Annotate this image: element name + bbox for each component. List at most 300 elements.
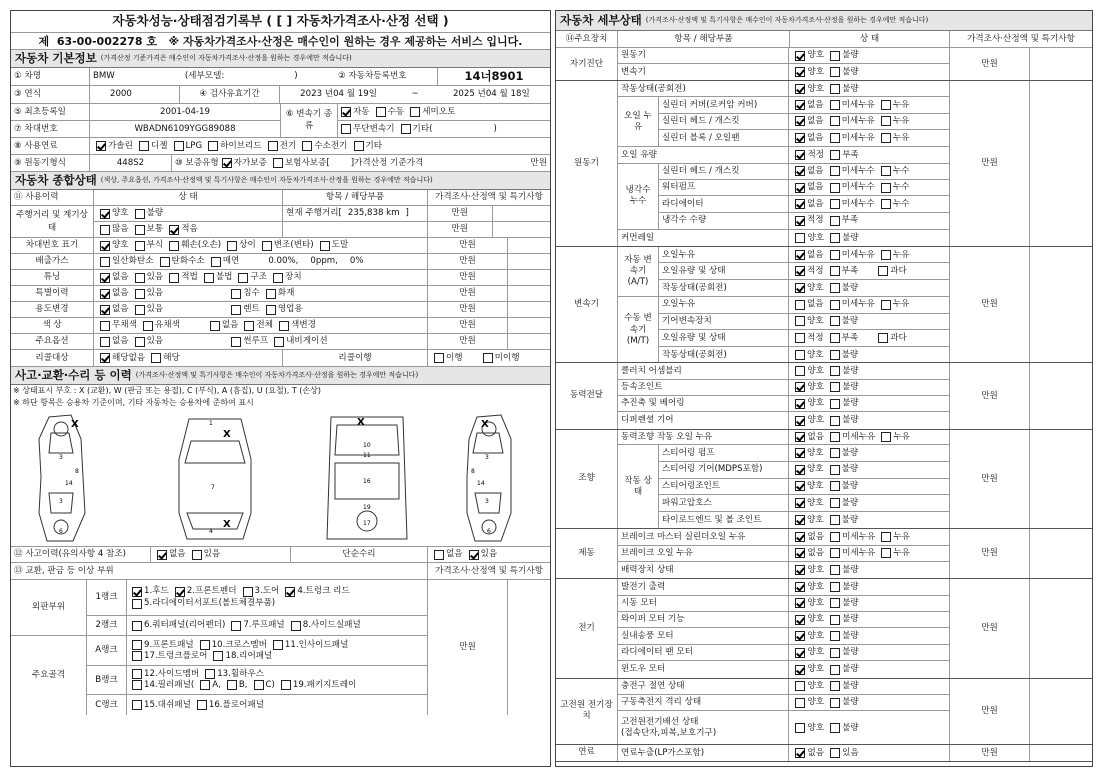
rad-fan-good-checkbox[interactable] (795, 648, 805, 658)
mt-oil-level-lack-checkbox[interactable] (830, 333, 840, 343)
part-hood-checkbox[interactable] (132, 587, 142, 597)
vin-corrosion-checkbox[interactable] (135, 241, 145, 251)
warranty-self-label: 자가보증 (233, 157, 267, 168)
part-floor-panel-checkbox[interactable] (197, 700, 207, 710)
mileage-normal-checkbox[interactable] (135, 225, 145, 235)
gear-other-checkbox[interactable] (401, 124, 411, 134)
hv-battery-bad-label: 불량 (842, 697, 859, 708)
fuel-leak-none-checkbox[interactable] (795, 748, 805, 758)
simple-has-checkbox[interactable] (469, 550, 479, 560)
simple-none-checkbox[interactable] (434, 550, 444, 560)
item-mt-state: 작동상태(공회전) (662, 349, 727, 360)
alternator-good-checkbox[interactable] (795, 582, 805, 592)
cyl-cover-none-label: 없음 (807, 99, 824, 110)
part-side-member-checkbox[interactable] (132, 669, 142, 679)
tie-rod-good-checkbox[interactable] (795, 515, 805, 525)
diagram-mark-11: 11 (363, 452, 371, 459)
warranty-ins-label: 보험사보증[ (284, 157, 330, 168)
year-label: ③ 연식 (11, 86, 90, 103)
steer-oil-minor-leak-checkbox[interactable] (830, 432, 840, 442)
prop-shaft-bad-checkbox[interactable] (830, 399, 840, 409)
part-trunk-floor-checkbox[interactable] (132, 651, 142, 661)
brake-oil-none-checkbox[interactable] (795, 548, 805, 558)
radiator-water-leak-label: 누수 (892, 198, 910, 209)
hv-battery-bad-checkbox[interactable] (830, 698, 840, 708)
vin-value: WBADN6109YGG89088 (134, 123, 236, 134)
car-name-row (11, 68, 550, 86)
accident-none-label: 없음 (169, 549, 186, 560)
part-door-checkbox[interactable] (243, 587, 253, 597)
tie-rod-bad-checkbox[interactable] (830, 515, 840, 525)
hose-bad-checkbox[interactable] (830, 498, 840, 508)
radiator-water-leak-checkbox[interactable] (881, 199, 891, 209)
mt-oil-level-excess-checkbox[interactable] (878, 333, 888, 343)
mt-gear-good-checkbox[interactable] (795, 316, 805, 326)
cyl-head2-minor-water-checkbox[interactable] (830, 166, 840, 176)
price-elec: 만원 (950, 579, 1030, 678)
basic-info-title: 자동차 기본정보 (15, 50, 97, 65)
detail-row-diff (618, 412, 949, 428)
vin-diff-checkbox[interactable] (227, 241, 237, 251)
fuel-hybrid-checkbox[interactable] (208, 141, 218, 151)
fuel-diesel-checkbox[interactable] (139, 141, 149, 151)
diagram-mark-3c: 3 (485, 454, 489, 461)
color-change-checkbox[interactable] (279, 321, 289, 331)
fuel-lpg-checkbox[interactable] (174, 141, 184, 151)
starter-good-label: 양호 (807, 598, 825, 609)
recall-not-checkbox[interactable] (483, 353, 493, 363)
vin-altered-checkbox[interactable] (262, 241, 272, 251)
engine-label: ⑨ 원동기형식 (11, 155, 90, 171)
gear-manual-checkbox[interactable] (376, 107, 386, 117)
vin-mark-row (11, 238, 550, 254)
brake-oil-minor-leak-checkbox[interactable] (830, 548, 840, 558)
wiper-good-checkbox[interactable] (795, 615, 805, 625)
diagram-mark-1: 1 (209, 420, 213, 427)
detail-row-at-state (659, 280, 949, 296)
water-pump-none-checkbox[interactable] (795, 183, 805, 193)
option-price: 만원 (428, 334, 508, 349)
coolant-level-lack-checkbox[interactable] (830, 216, 840, 226)
cyl-cover-minor-leak-checkbox[interactable] (830, 100, 840, 110)
mt-state-bad-checkbox[interactable] (830, 350, 840, 360)
at-oil-level-lack-checkbox[interactable] (830, 266, 840, 276)
gear-bad-checkbox[interactable] (830, 465, 840, 475)
mileage-price: 만원 (428, 206, 493, 221)
fuel-leak-has-label: 있음 (842, 747, 859, 758)
gear-cvt-checkbox[interactable] (341, 124, 351, 134)
gas-hc-checkbox[interactable] (160, 257, 170, 267)
detail-title: 자동차 세부상태 (560, 12, 642, 27)
booster-bad-checkbox[interactable] (830, 565, 840, 575)
engine-item-good-checkbox[interactable] (795, 51, 805, 61)
at-oil-level-excess-checkbox[interactable] (878, 266, 888, 276)
gauge-bad-checkbox[interactable] (135, 209, 145, 219)
gas-hc-label: 탄화수소 (171, 256, 205, 267)
warranty-ins-checkbox[interactable] (273, 158, 283, 168)
recall-do-label: 리콜이행 (283, 350, 428, 366)
clutch-good-checkbox[interactable] (795, 366, 805, 376)
option-has-label: 있음 (146, 336, 164, 347)
rent-checkbox[interactable] (231, 305, 241, 315)
special-none-checkbox[interactable] (100, 289, 110, 299)
gear-good-checkbox[interactable] (795, 465, 805, 475)
coolant-level-proper-checkbox[interactable] (795, 216, 805, 226)
first-reg-value: 2001-04-19 (160, 106, 210, 117)
cv-joint-bad-checkbox[interactable] (830, 382, 840, 392)
at-oil-leak-minor-leak-checkbox[interactable] (830, 250, 840, 260)
steer-oil-none-checkbox[interactable] (795, 432, 805, 442)
cyl-head2-water-leak-checkbox[interactable] (881, 166, 891, 176)
hose-good-checkbox[interactable] (795, 498, 805, 508)
note-elec (1030, 579, 1092, 678)
category-hv: 고전원 전기장치 (556, 679, 618, 744)
fuel-hydrogen-checkbox[interactable] (302, 141, 312, 151)
cyl-block-minor-leak-checkbox[interactable] (830, 133, 840, 143)
master-minor-leak-checkbox[interactable] (830, 532, 840, 542)
nav-checkbox[interactable] (274, 337, 284, 347)
blower-bad-checkbox[interactable] (830, 631, 840, 641)
part-rear-panel-checkbox[interactable] (213, 651, 223, 661)
achromatic-label: 무채색 (112, 320, 137, 331)
detail-row-at-oil-leak (659, 247, 949, 263)
eng-state-good-checkbox[interactable] (795, 84, 805, 94)
item-cv-joint: 등속조인트 (621, 382, 663, 393)
price-hv: 만원 (950, 679, 1030, 744)
accident-has-checkbox[interactable] (192, 550, 202, 560)
at-state-bad-checkbox[interactable] (830, 283, 840, 293)
cyl-head-none-label: 없음 (807, 116, 824, 127)
gauge-good-checkbox[interactable] (100, 209, 110, 219)
gear-semi-checkbox[interactable] (410, 107, 420, 117)
valid-to: 2025 년04 월 18일 (452, 89, 530, 100)
color-none-label: 없음 (221, 320, 239, 331)
mileage-few-label: 적음 (181, 224, 198, 235)
hv-insul-good-checkbox[interactable] (795, 681, 805, 691)
subgroup-steer-op: 작동 상태 (618, 445, 659, 528)
mt-oil-level-proper-checkbox[interactable] (795, 333, 805, 343)
option-none-checkbox[interactable] (100, 337, 110, 347)
gearbox-item-good-checkbox[interactable] (795, 67, 805, 77)
pillar-b-label: B, (238, 680, 248, 691)
hv-wire-bad-checkbox[interactable] (830, 723, 840, 733)
item-water-pump: 워터펌프 (662, 182, 696, 193)
vin-smeared-checkbox[interactable] (320, 241, 330, 251)
brake-oil-minor-leak-label: 미세누유 (842, 547, 876, 558)
at-oil-leak-leak-checkbox[interactable] (881, 250, 891, 260)
price-steering: 만원 (950, 430, 1030, 529)
common-rail-good-checkbox[interactable] (795, 233, 805, 243)
tuning-struct-checkbox[interactable] (238, 273, 248, 283)
master-none-checkbox[interactable] (795, 532, 805, 542)
gas-smoke-checkbox[interactable] (211, 257, 221, 267)
cyl-head-leak-checkbox[interactable] (881, 116, 891, 126)
window-good-label: 양호 (807, 664, 825, 675)
oil-level-proper-checkbox[interactable] (795, 150, 805, 160)
hose-good-label: 양호 (807, 497, 824, 508)
usage-none-checkbox[interactable] (100, 305, 110, 315)
part-front-panel-checkbox[interactable] (132, 640, 142, 650)
gear-auto-checkbox[interactable] (341, 107, 351, 117)
category-steering: 조향 (556, 430, 618, 529)
item-joint: 스티어링조인트 (662, 481, 721, 492)
mt-state-good-checkbox[interactable] (795, 350, 805, 360)
fuel-leak-has-checkbox[interactable] (830, 748, 840, 758)
at-state-bad-label: 불량 (841, 282, 859, 293)
cyl-head-none-checkbox[interactable] (795, 116, 805, 126)
window-good-checkbox[interactable] (795, 665, 805, 675)
hv-battery-good-checkbox[interactable] (795, 698, 805, 708)
window-bad-checkbox[interactable] (830, 665, 840, 675)
part-package-tray-checkbox[interactable] (281, 680, 291, 690)
tuning-none-label: 없음 (112, 272, 129, 283)
odometer-label: 현재 주행거리[ (286, 208, 342, 219)
cyl-head2-none-checkbox[interactable] (795, 166, 805, 176)
cyl-cover-leak-checkbox[interactable] (881, 100, 891, 110)
cyl-block-none-checkbox[interactable] (795, 133, 805, 143)
mt-oil-leak-leak-checkbox[interactable] (881, 300, 891, 310)
exchange-mark-left: X (71, 419, 79, 430)
odometer-close: ] (405, 208, 409, 219)
col-detail-price: 가격조사·산정액 및 특기사항 (967, 33, 1075, 44)
cyl-cover-leak-label: 누유 (892, 99, 910, 110)
group-brake (556, 529, 1092, 579)
prop-shaft-good-label: 양호 (807, 398, 825, 409)
accident-has-label: 있음 (203, 549, 221, 560)
blower-good-checkbox[interactable] (795, 631, 805, 641)
accident-header (11, 367, 550, 385)
year-row (11, 86, 550, 104)
vin-damage-checkbox[interactable] (169, 241, 179, 251)
part-front-fender-label: 2.프론트펜더 (186, 586, 237, 597)
special-label: 특별이력 (11, 286, 94, 301)
reg-gear-block (11, 104, 550, 138)
mt-gear-bad-label: 불량 (841, 316, 859, 327)
cyl-cover-none-checkbox[interactable] (795, 100, 805, 110)
sunroof-checkbox[interactable] (231, 337, 241, 347)
rad-fan-bad-checkbox[interactable] (830, 648, 840, 658)
detail-row-cyl-cover (659, 97, 949, 113)
gear-other-close: ) (493, 123, 497, 134)
cyl-block-leak-checkbox[interactable] (881, 133, 891, 143)
item-at-oil-level: 오일유량 및 상태 (662, 265, 726, 276)
color-none-checkbox[interactable] (210, 321, 220, 331)
diff-bad-checkbox[interactable] (830, 416, 840, 426)
accident-note: (가격조사·산정액 및 특기사항은 매수인이 자동차가격조사·산정을 원하는 경우에만 적습니다) (135, 371, 419, 379)
joint-good-checkbox[interactable] (795, 481, 805, 491)
gearbox-item-bad-checkbox[interactable] (830, 67, 840, 77)
coolant-level-lack-label: 부족 (841, 215, 859, 226)
diff-good-checkbox[interactable] (795, 416, 805, 426)
part-pillar-panel-checkbox[interactable] (132, 680, 142, 690)
detail-row-master (618, 529, 949, 545)
oil-level-lack-checkbox[interactable] (830, 150, 840, 160)
accident-none-checkbox[interactable] (157, 550, 167, 560)
simple-has-label: 있음 (480, 549, 498, 560)
clutch-good-label: 양호 (807, 365, 825, 376)
mt-oil-level-proper-label: 적정 (807, 332, 824, 343)
flood-checkbox[interactable] (231, 289, 241, 299)
mt-oil-leak-none-checkbox[interactable] (795, 300, 805, 310)
outer-panel-group (11, 580, 427, 636)
color-row (11, 318, 550, 334)
gas-value-2: 0ppm, (310, 256, 338, 267)
diagram-mark-19: 19 (363, 504, 371, 511)
part-quarter-panel-checkbox[interactable] (132, 621, 142, 631)
radiator-minor-water-label: 미세누수 (841, 198, 875, 209)
gear-auto-label: 자동 (353, 106, 370, 117)
engine-item-bad-checkbox[interactable] (830, 51, 840, 61)
item-clutch: 클러치 어셈블리 (621, 365, 682, 376)
recall-na-checkbox[interactable] (100, 353, 110, 363)
warranty-self-checkbox[interactable] (222, 158, 232, 168)
color-full-checkbox[interactable] (244, 321, 254, 331)
mileage-price-2: 만원 (428, 222, 493, 237)
vin-damage-label: 훼손(오손) (181, 240, 222, 251)
recall-yes-checkbox[interactable] (151, 353, 161, 363)
cyl-head-minor-leak-checkbox[interactable] (830, 116, 840, 126)
special-has-checkbox[interactable] (135, 289, 145, 299)
at-oil-level-proper-checkbox[interactable] (795, 266, 805, 276)
part-inside-panel-checkbox[interactable] (273, 640, 283, 650)
water-pump-water-leak-checkbox[interactable] (881, 183, 891, 193)
business-label: 영업용 (277, 304, 303, 315)
blower-bad-label: 불량 (842, 630, 859, 641)
part-side-sill-checkbox[interactable] (291, 621, 301, 631)
vin-good-checkbox[interactable] (100, 241, 110, 251)
gas-value-1: 0.00%, (268, 256, 299, 267)
chromatic-checkbox[interactable] (143, 321, 153, 331)
usage-has-label: 있음 (146, 304, 164, 315)
hv-insul-bad-checkbox[interactable] (830, 681, 840, 691)
category-power: 동력전달 (556, 363, 618, 428)
subgroup-auto-trans: 자동 변속기 (A/T) (618, 247, 659, 296)
detail-row-at-oil-level (659, 263, 949, 279)
pillar-c-checkbox[interactable] (254, 680, 264, 690)
item-blower: 실내송풍 모터 (621, 630, 674, 641)
valid-from: 2023 년04 월 19일 (300, 89, 378, 100)
part-wheel-house-checkbox[interactable] (205, 669, 215, 679)
basic-info-header (11, 50, 550, 68)
mileage-few-checkbox[interactable] (169, 225, 179, 235)
common-rail-bad-checkbox[interactable] (830, 233, 840, 243)
master-leak-checkbox[interactable] (881, 532, 891, 542)
part-dash-panel-checkbox[interactable] (132, 700, 142, 710)
pillar-b-checkbox[interactable] (227, 680, 237, 690)
hv-wire-bad-label: 불량 (842, 722, 859, 733)
detail-row-hose (659, 495, 949, 512)
prop-shaft-good-checkbox[interactable] (795, 399, 805, 409)
part-front-fender-checkbox[interactable] (175, 587, 185, 597)
starter-good-checkbox[interactable] (795, 598, 805, 608)
tuning-device-checkbox[interactable] (273, 273, 283, 283)
car-diagram-svg (11, 409, 550, 547)
part-radiator-support-checkbox[interactable] (132, 599, 142, 609)
pump-bad-label: 불량 (841, 447, 859, 458)
gas-co-checkbox[interactable] (100, 257, 110, 267)
tuning-device-label: 장치 (285, 272, 302, 283)
water-pump-minor-water-checkbox[interactable] (830, 183, 840, 193)
usage-has-checkbox[interactable] (135, 305, 145, 315)
hv-wire-good-checkbox[interactable] (795, 723, 805, 733)
category-elec: 전기 (556, 579, 618, 678)
group-fuel (556, 745, 1092, 762)
detail-row-cyl-head2 (659, 164, 949, 180)
tuning-legal-checkbox[interactable] (169, 273, 179, 283)
brake-oil-none-label: 없음 (807, 547, 825, 558)
diagram-mark-6a: 6 (59, 528, 63, 535)
part-trunk-lid-checkbox[interactable] (285, 587, 295, 597)
tuning-none-checkbox[interactable] (100, 273, 110, 283)
fuel-other-checkbox[interactable] (354, 141, 364, 151)
fire-checkbox[interactable] (266, 289, 276, 299)
radiator-none-checkbox[interactable] (795, 199, 805, 209)
fuel-gasoline-checkbox[interactable] (96, 141, 106, 151)
part-roof-panel-checkbox[interactable] (231, 621, 241, 631)
brake-oil-leak-checkbox[interactable] (881, 548, 891, 558)
booster-good-checkbox[interactable] (795, 565, 805, 575)
radiator-minor-water-checkbox[interactable] (830, 199, 840, 209)
starter-bad-checkbox[interactable] (830, 598, 840, 608)
recall-done-checkbox[interactable] (434, 353, 444, 363)
wiper-bad-checkbox[interactable] (830, 615, 840, 625)
pump-good-checkbox[interactable] (795, 448, 805, 458)
fuel-electric-checkbox[interactable] (268, 141, 278, 151)
detail-row-steer-oil (618, 430, 949, 446)
mileage-many-checkbox[interactable] (100, 225, 110, 235)
exchange-mark-bottom: X (223, 519, 231, 530)
tuning-has-checkbox[interactable] (135, 273, 145, 283)
mt-gear-bad-checkbox[interactable] (830, 316, 840, 326)
col-device: ⑭주요장치 (556, 31, 618, 47)
left-panel (10, 10, 551, 767)
clutch-bad-checkbox[interactable] (830, 366, 840, 376)
mt-gear-good-label: 양호 (807, 316, 824, 327)
detail-row-tie-rod (659, 512, 949, 529)
pillar-a-checkbox[interactable] (200, 680, 210, 690)
cv-joint-good-checkbox[interactable] (795, 382, 805, 392)
at-oil-leak-none-checkbox[interactable] (795, 250, 805, 260)
pump-bad-checkbox[interactable] (830, 448, 840, 458)
exchange-mark-right: X (481, 419, 489, 430)
detail-row-brake-oil (618, 546, 949, 562)
option-has-checkbox[interactable] (135, 337, 145, 347)
fuel-hydrogen-label: 수소전기 (314, 140, 348, 151)
pump-good-label: 양호 (807, 447, 824, 458)
gas-smoke-label: 매연 (222, 256, 240, 267)
alternator-good-label: 양호 (807, 581, 825, 592)
mt-oil-leak-leak-label: 누유 (892, 299, 910, 310)
mt-oil-leak-minor-leak-checkbox[interactable] (830, 300, 840, 310)
steer-oil-leak-label: 누유 (893, 431, 910, 442)
item-booster: 배력장치 상태 (621, 564, 674, 575)
at-state-good-checkbox[interactable] (795, 283, 805, 293)
usage-none-label: 없음 (112, 304, 129, 315)
eng-state-bad-checkbox[interactable] (830, 84, 840, 94)
alternator-bad-checkbox[interactable] (830, 582, 840, 592)
tuning-illegal-checkbox[interactable] (204, 273, 214, 283)
usage-price: 만원 (428, 302, 508, 317)
note-brake (1030, 529, 1092, 578)
detail-col-header (556, 31, 1092, 48)
achromatic-checkbox[interactable] (100, 321, 110, 331)
item-oil-level: 오일 유량 (621, 149, 657, 160)
part-cross-member-checkbox[interactable] (200, 640, 210, 650)
business-checkbox[interactable] (266, 305, 276, 315)
price-engine: 만원 (950, 81, 1030, 246)
joint-bad-checkbox[interactable] (830, 481, 840, 491)
steer-oil-leak-checkbox[interactable] (881, 432, 891, 442)
